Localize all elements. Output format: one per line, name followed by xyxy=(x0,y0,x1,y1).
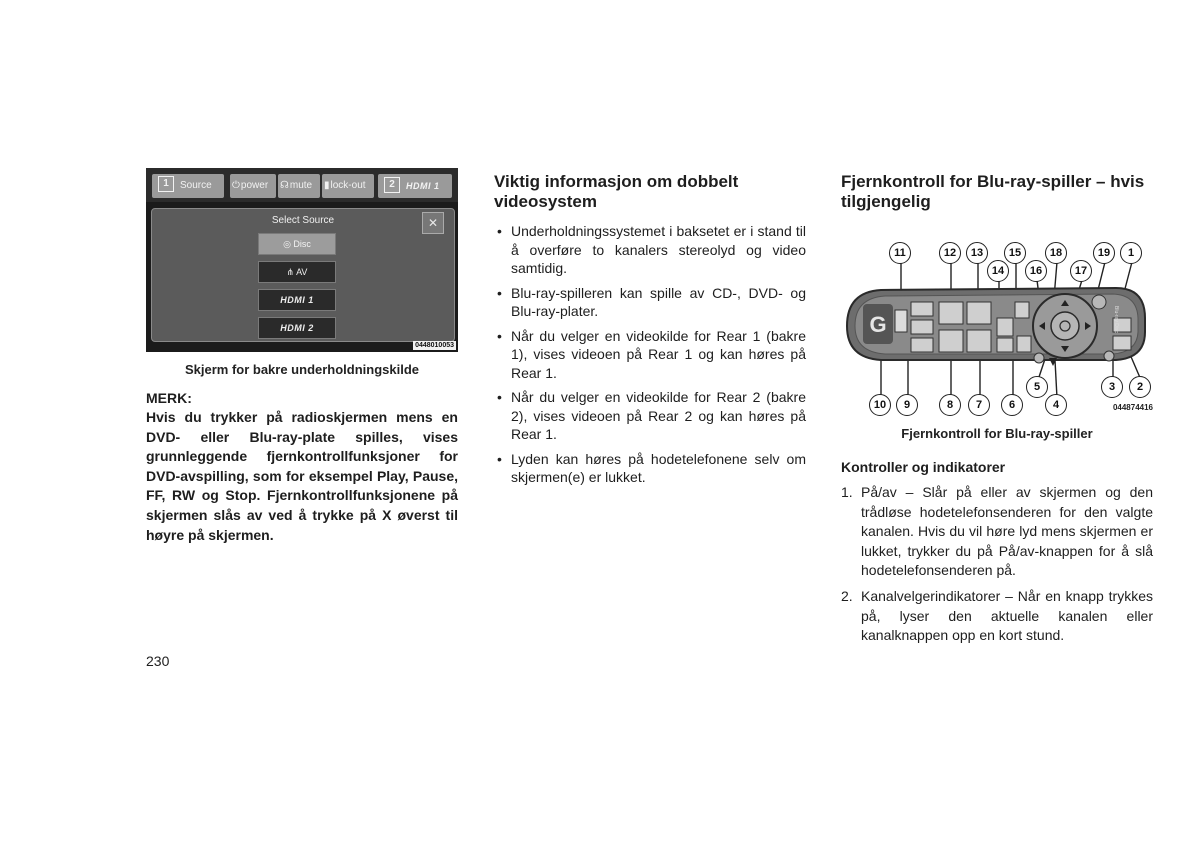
callout-12: 12 xyxy=(939,242,961,264)
bullet-item: • Underholdningssystemet i baksetet er i stand til å overføre to kanalers stereolyd og video samtidig. xyxy=(494,222,806,278)
callout-10: 10 xyxy=(869,394,891,416)
bullet-item: • Lyden kan høres på hodetelefonene selv om skjermen(e) er lukket. xyxy=(494,450,806,487)
figure-code: 044874416 xyxy=(1112,403,1153,412)
brand-text: Blu-ray Disc xyxy=(1113,306,1119,333)
bullet-item: • Når du velger en videokilde for Rear 1 (bakre 1), vises videoen på Rear 1 og kan høres på Rear 1. xyxy=(494,327,806,383)
lockout-tab[interactable] xyxy=(322,174,374,198)
item-text: Kanalvelgerindikatorer – Når en knapp trykkes på, lyser den aktuelle kanalen eller kanalknappen opp en kort stund. xyxy=(861,587,1153,644)
hdmi-tab[interactable] xyxy=(378,174,452,198)
page-number: 230 xyxy=(146,653,170,669)
source-tab[interactable] xyxy=(152,174,224,198)
left-column xyxy=(146,168,458,545)
figure-code: 0448010053 xyxy=(415,342,454,349)
item-number: 1. xyxy=(841,484,853,500)
screen-tab-bar xyxy=(146,168,458,202)
callout-18: 18 xyxy=(1045,242,1067,264)
headphones-icon: ☊ xyxy=(280,180,289,191)
source-option-label: HDMI 1 xyxy=(280,295,314,305)
source-option-hdmi2[interactable] xyxy=(258,317,336,339)
svg-text:G: G xyxy=(869,312,887,337)
av-icon: ⋔ xyxy=(286,267,297,277)
item-number: 2. xyxy=(841,587,853,604)
callout-2: 2 xyxy=(1129,376,1151,398)
source-option-av[interactable] xyxy=(258,261,336,283)
bullet-item: • Blu-ray-spilleren kan spille av CD-, DVD- og Blu-ray-plater. xyxy=(494,284,806,321)
bullet-item: • Når du velger en videokilde for Rear 2 (bakre 2), vises videoen på Rear 2 og kan høres på Rear 1. xyxy=(494,388,806,444)
callout-4: 4 xyxy=(1045,394,1067,416)
hdmi-tab-label: HDMI 1 xyxy=(406,181,440,191)
power-tab-label: power xyxy=(240,180,269,191)
figure-caption: Fjernkontroll for Blu-ray-spiller xyxy=(901,426,1093,441)
middle-column xyxy=(494,172,806,493)
tab-number-1: 1 xyxy=(158,176,174,192)
bullet-list xyxy=(494,222,806,487)
lock-icon: ▮ xyxy=(324,180,330,191)
source-tab-label: Source xyxy=(180,180,212,191)
panel-title: Select Source xyxy=(271,215,335,226)
callout-7: 7 xyxy=(968,394,990,416)
list-item xyxy=(841,587,1153,646)
source-option-disc[interactable] xyxy=(258,233,336,255)
callout-9: 9 xyxy=(896,394,918,416)
source-option-label: Disc xyxy=(293,239,311,249)
source-option-label: HDMI 2 xyxy=(280,323,314,333)
mute-tab[interactable] xyxy=(278,174,320,198)
callout-3: 3 xyxy=(1101,376,1123,398)
callout-8: 8 xyxy=(939,394,961,416)
remote-control-figure xyxy=(841,240,1153,420)
controls-heading: Kontroller og indikatorer xyxy=(841,459,1006,475)
callout-13: 13 xyxy=(966,242,988,264)
mute-tab-label: mute xyxy=(289,180,313,191)
source-option-label: AV xyxy=(296,267,308,277)
close-button[interactable]: ✕ xyxy=(422,212,444,234)
callout-19: 19 xyxy=(1093,242,1115,264)
controls-list xyxy=(841,483,1153,646)
callout-17: 17 xyxy=(1070,260,1092,282)
section-heading: Viktig informasjon om dobbelt videosystem xyxy=(494,172,739,211)
lockout-tab-label: lock-out xyxy=(330,180,366,191)
callout-5: 5 xyxy=(1026,376,1048,398)
item-text: På/av – Slår på eller av skjermen og den trådløse hodetelefonsenderen for den valgte kanalen. Hvis du vil høre lyd mens skjermen er lukket, trykker du på På/av-knappen for å slå hodetelefonsenderen på. xyxy=(861,484,1153,579)
callout-1: 1 xyxy=(1120,242,1142,264)
tab-number-2: 2 xyxy=(384,177,400,193)
callout-15: 15 xyxy=(1004,242,1026,264)
select-source-panel xyxy=(151,208,455,342)
figure-caption: Skjerm for bakre underholdningskilde xyxy=(184,362,420,377)
note-text: Hvis du trykker på radioskjermen mens en DVD- eller Blu-ray-plate spilles, vises grunnleggende fjernkontrollfunksjoner for DVD-avspilling, som for eksempel Play, Pause, FF, RW og Stop. Fjernkontrollfunksjonene på skjermen slås av ved å trykke på X øverst til høyre på skjermen. xyxy=(146,409,458,543)
power-tab[interactable] xyxy=(230,174,276,198)
right-column xyxy=(841,172,1153,652)
source-option-hdmi1[interactable] xyxy=(258,289,336,311)
note-heading: MERK: xyxy=(146,390,192,406)
power-icon: ⏻ xyxy=(232,180,240,191)
callout-14: 14 xyxy=(987,260,1009,282)
callout-6: 6 xyxy=(1001,394,1023,416)
disc-icon: ◎ xyxy=(283,239,294,249)
callout-16: 16 xyxy=(1025,260,1047,282)
list-item xyxy=(841,483,1153,581)
callout-11: 11 xyxy=(889,242,911,264)
rear-source-screen-figure xyxy=(146,168,458,352)
section-heading: Fjernkontroll for Blu-ray-spiller – hvis tilgjengelig xyxy=(841,172,1145,211)
brand-text-wrap xyxy=(1099,306,1123,346)
